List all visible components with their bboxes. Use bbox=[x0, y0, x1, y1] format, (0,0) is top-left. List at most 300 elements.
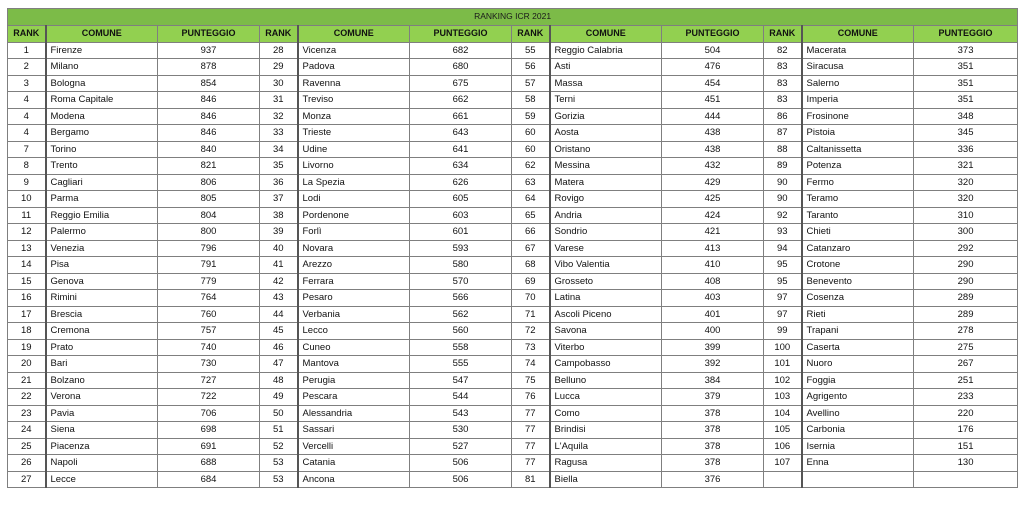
table-row bbox=[8, 92, 1018, 109]
comune-cell: Benevento bbox=[802, 273, 914, 290]
punteggio-cell: 643 bbox=[410, 125, 512, 142]
header-row bbox=[8, 26, 1018, 43]
punteggio-cell: 641 bbox=[410, 141, 512, 158]
comune-cell: Brescia bbox=[46, 306, 158, 323]
comune-cell: Nuoro bbox=[802, 356, 914, 373]
punteggio-cell: 779 bbox=[158, 273, 260, 290]
punteggio-cell: 527 bbox=[410, 438, 512, 455]
rank-cell: 95 bbox=[764, 257, 802, 274]
comune-cell: Teramo bbox=[802, 191, 914, 208]
punteggio-cell: 506 bbox=[410, 455, 512, 472]
table-row bbox=[8, 471, 1018, 488]
punteggio-cell: 682 bbox=[410, 42, 512, 59]
punteggio-cell: 684 bbox=[158, 471, 260, 488]
rank-cell: 71 bbox=[512, 306, 550, 323]
rank-cell: 88 bbox=[764, 141, 802, 158]
rank-cell: 1 bbox=[8, 42, 46, 59]
rank-cell: 2 bbox=[8, 59, 46, 76]
punteggio-cell: 601 bbox=[410, 224, 512, 241]
table-row bbox=[8, 356, 1018, 373]
punteggio-cell: 846 bbox=[158, 108, 260, 125]
punteggio-cell: 289 bbox=[914, 306, 1018, 323]
comune-cell: Reggio Calabria bbox=[550, 42, 662, 59]
rank-cell: 87 bbox=[764, 125, 802, 142]
comune-cell: Matera bbox=[550, 174, 662, 191]
rank-cell: 37 bbox=[260, 191, 298, 208]
rank-cell: 41 bbox=[260, 257, 298, 274]
table-row bbox=[8, 290, 1018, 307]
punteggio-cell: 292 bbox=[914, 240, 1018, 257]
table-row bbox=[8, 108, 1018, 125]
rank-cell: 52 bbox=[260, 438, 298, 455]
rank-cell: 28 bbox=[260, 42, 298, 59]
rank-cell: 31 bbox=[260, 92, 298, 109]
rank-cell: 101 bbox=[764, 356, 802, 373]
rank-cell: 69 bbox=[512, 273, 550, 290]
punteggio-cell: 626 bbox=[410, 174, 512, 191]
comune-cell: Rimini bbox=[46, 290, 158, 307]
header-rank: RANK bbox=[260, 26, 298, 43]
rank-cell: 105 bbox=[764, 422, 802, 439]
comune-cell: Verbania bbox=[298, 306, 410, 323]
rank-cell: 70 bbox=[512, 290, 550, 307]
punteggio-cell: 821 bbox=[158, 158, 260, 175]
comune-cell: Crotone bbox=[802, 257, 914, 274]
comune-cell: Imperia bbox=[802, 92, 914, 109]
rank-cell: 103 bbox=[764, 389, 802, 406]
table-row bbox=[8, 125, 1018, 142]
punteggio-cell: 378 bbox=[662, 405, 764, 422]
rank-cell: 7 bbox=[8, 141, 46, 158]
rank-cell: 3 bbox=[8, 75, 46, 92]
header-punteggio: PUNTEGGIO bbox=[662, 26, 764, 43]
table-row bbox=[8, 141, 1018, 158]
rank-cell: 62 bbox=[512, 158, 550, 175]
comune-cell: Roma Capitale bbox=[46, 92, 158, 109]
punteggio-cell: 384 bbox=[662, 372, 764, 389]
rank-cell: 21 bbox=[8, 372, 46, 389]
rank-cell: 4 bbox=[8, 92, 46, 109]
rank-cell: 43 bbox=[260, 290, 298, 307]
comune-cell: Reggio Emilia bbox=[46, 207, 158, 224]
punteggio-cell: 220 bbox=[914, 405, 1018, 422]
header-punteggio: PUNTEGGIO bbox=[410, 26, 512, 43]
punteggio-cell: 846 bbox=[158, 92, 260, 109]
rank-cell: 42 bbox=[260, 273, 298, 290]
punteggio-cell: 806 bbox=[158, 174, 260, 191]
rank-cell: 4 bbox=[8, 108, 46, 125]
comune-cell: Bari bbox=[46, 356, 158, 373]
punteggio-cell: 555 bbox=[410, 356, 512, 373]
rank-cell: 67 bbox=[512, 240, 550, 257]
comune-cell: Cuneo bbox=[298, 339, 410, 356]
comune-cell: Torino bbox=[46, 141, 158, 158]
rank-cell: 53 bbox=[260, 471, 298, 488]
comune-cell: Piacenza bbox=[46, 438, 158, 455]
rank-cell: 73 bbox=[512, 339, 550, 356]
comune-cell: Belluno bbox=[550, 372, 662, 389]
punteggio-cell: 403 bbox=[662, 290, 764, 307]
rank-cell: 90 bbox=[764, 174, 802, 191]
table-row bbox=[8, 273, 1018, 290]
rank-cell: 97 bbox=[764, 306, 802, 323]
table-row bbox=[8, 257, 1018, 274]
punteggio-cell: 289 bbox=[914, 290, 1018, 307]
punteggio-cell: 791 bbox=[158, 257, 260, 274]
table-row bbox=[8, 191, 1018, 208]
comune-cell: Bergamo bbox=[46, 125, 158, 142]
comune-cell: Sassari bbox=[298, 422, 410, 439]
punteggio-cell: 454 bbox=[662, 75, 764, 92]
comune-cell: Lecco bbox=[298, 323, 410, 340]
punteggio-cell: 300 bbox=[914, 224, 1018, 241]
table-row bbox=[8, 372, 1018, 389]
table-row bbox=[8, 59, 1018, 76]
punteggio-cell: 432 bbox=[662, 158, 764, 175]
comune-cell: Vercelli bbox=[298, 438, 410, 455]
punteggio-cell: 593 bbox=[410, 240, 512, 257]
header-comune: COMUNE bbox=[802, 26, 914, 43]
rank-cell: 56 bbox=[512, 59, 550, 76]
comune-cell: Trento bbox=[46, 158, 158, 175]
comune-cell: Isernia bbox=[802, 438, 914, 455]
rank-cell: 22 bbox=[8, 389, 46, 406]
comune-cell: Vicenza bbox=[298, 42, 410, 59]
comune-cell: Caserta bbox=[802, 339, 914, 356]
punteggio-cell: 290 bbox=[914, 273, 1018, 290]
rank-cell: 83 bbox=[764, 75, 802, 92]
rank-cell: 57 bbox=[512, 75, 550, 92]
punteggio-cell: 662 bbox=[410, 92, 512, 109]
comune-cell: La Spezia bbox=[298, 174, 410, 191]
comune-cell: Siena bbox=[46, 422, 158, 439]
rank-cell: 93 bbox=[764, 224, 802, 241]
rank-cell: 83 bbox=[764, 92, 802, 109]
punteggio-cell: 429 bbox=[662, 174, 764, 191]
rank-cell: 92 bbox=[764, 207, 802, 224]
punteggio-cell: 378 bbox=[662, 422, 764, 439]
header-rank: RANK bbox=[512, 26, 550, 43]
punteggio-cell: 438 bbox=[662, 125, 764, 142]
comune-cell: Novara bbox=[298, 240, 410, 257]
punteggio-cell: 345 bbox=[914, 125, 1018, 142]
punteggio-cell: 804 bbox=[158, 207, 260, 224]
comune-cell: Pescara bbox=[298, 389, 410, 406]
punteggio-cell: 854 bbox=[158, 75, 260, 92]
header-rank: RANK bbox=[8, 26, 46, 43]
rank-cell: 100 bbox=[764, 339, 802, 356]
rank-cell: 10 bbox=[8, 191, 46, 208]
comune-cell: Ravenna bbox=[298, 75, 410, 92]
comune-cell: Pavia bbox=[46, 405, 158, 422]
table-row bbox=[8, 339, 1018, 356]
comune-cell: Pesaro bbox=[298, 290, 410, 307]
punteggio-cell: 176 bbox=[914, 422, 1018, 439]
comune-cell: Latina bbox=[550, 290, 662, 307]
rank-cell: 4 bbox=[8, 125, 46, 142]
rank-cell: 15 bbox=[8, 273, 46, 290]
comune-cell: Sondrio bbox=[550, 224, 662, 241]
comune-cell: Salerno bbox=[802, 75, 914, 92]
rank-cell: 36 bbox=[260, 174, 298, 191]
punteggio-cell: 506 bbox=[410, 471, 512, 488]
punteggio-cell: 310 bbox=[914, 207, 1018, 224]
comune-cell: Oristano bbox=[550, 141, 662, 158]
comune-cell: Arezzo bbox=[298, 257, 410, 274]
comune-cell: Agrigento bbox=[802, 389, 914, 406]
comune-cell: Como bbox=[550, 405, 662, 422]
punteggio-cell: 688 bbox=[158, 455, 260, 472]
ranking-sheet bbox=[7, 8, 1017, 488]
title-row bbox=[8, 9, 1018, 26]
punteggio-cell: 251 bbox=[914, 372, 1018, 389]
ranking-table bbox=[7, 8, 1018, 488]
rank-cell: 97 bbox=[764, 290, 802, 307]
comune-cell: Trieste bbox=[298, 125, 410, 142]
table-row bbox=[8, 224, 1018, 241]
punteggio-cell: 278 bbox=[914, 323, 1018, 340]
punteggio-cell: 421 bbox=[662, 224, 764, 241]
comune-cell: Grosseto bbox=[550, 273, 662, 290]
rank-cell: 33 bbox=[260, 125, 298, 142]
comune-cell: Mantova bbox=[298, 356, 410, 373]
comune-cell: Enna bbox=[802, 455, 914, 472]
comune-cell: Padova bbox=[298, 59, 410, 76]
comune-cell: Avellino bbox=[802, 405, 914, 422]
punteggio-cell: 373 bbox=[914, 42, 1018, 59]
punteggio-cell: 401 bbox=[662, 306, 764, 323]
punteggio-cell: 760 bbox=[158, 306, 260, 323]
comune-cell: Ascoli Piceno bbox=[550, 306, 662, 323]
comune-cell: Alessandria bbox=[298, 405, 410, 422]
punteggio-cell: 547 bbox=[410, 372, 512, 389]
ranking-body bbox=[8, 42, 1018, 488]
punteggio-cell: 570 bbox=[410, 273, 512, 290]
punteggio-cell: 661 bbox=[410, 108, 512, 125]
comune-cell: Milano bbox=[46, 59, 158, 76]
punteggio-cell: 691 bbox=[158, 438, 260, 455]
header-comune: COMUNE bbox=[550, 26, 662, 43]
comune-cell: Rieti bbox=[802, 306, 914, 323]
comune-cell: Terni bbox=[550, 92, 662, 109]
comune-cell: Bolzano bbox=[46, 372, 158, 389]
rank-cell: 18 bbox=[8, 323, 46, 340]
rank-cell: 94 bbox=[764, 240, 802, 257]
comune-cell: Trapani bbox=[802, 323, 914, 340]
punteggio-cell: 504 bbox=[662, 42, 764, 59]
punteggio-cell: 543 bbox=[410, 405, 512, 422]
punteggio-cell: 320 bbox=[914, 191, 1018, 208]
punteggio-cell: 937 bbox=[158, 42, 260, 59]
table-row bbox=[8, 174, 1018, 191]
rank-cell: 16 bbox=[8, 290, 46, 307]
punteggio-cell: 336 bbox=[914, 141, 1018, 158]
table-row bbox=[8, 438, 1018, 455]
rank-cell: 86 bbox=[764, 108, 802, 125]
comune-cell: Lecce bbox=[46, 471, 158, 488]
comune-cell: Pordenone bbox=[298, 207, 410, 224]
punteggio-cell: 562 bbox=[410, 306, 512, 323]
rank-cell: 63 bbox=[512, 174, 550, 191]
comune-cell: Savona bbox=[550, 323, 662, 340]
table-title: RANKING ICR 2021 bbox=[8, 9, 1018, 26]
rank-cell: 60 bbox=[512, 141, 550, 158]
rank-cell: 50 bbox=[260, 405, 298, 422]
rank-cell: 24 bbox=[8, 422, 46, 439]
punteggio-cell: 424 bbox=[662, 207, 764, 224]
rank-cell: 29 bbox=[260, 59, 298, 76]
rank-cell: 104 bbox=[764, 405, 802, 422]
rank-cell: 82 bbox=[764, 42, 802, 59]
punteggio-cell bbox=[914, 471, 1018, 488]
header-punteggio: PUNTEGGIO bbox=[914, 26, 1018, 43]
punteggio-cell: 444 bbox=[662, 108, 764, 125]
table-row bbox=[8, 158, 1018, 175]
punteggio-cell: 722 bbox=[158, 389, 260, 406]
table-row bbox=[8, 42, 1018, 59]
punteggio-cell: 351 bbox=[914, 75, 1018, 92]
punteggio-cell: 796 bbox=[158, 240, 260, 257]
comune-cell: Macerata bbox=[802, 42, 914, 59]
punteggio-cell: 730 bbox=[158, 356, 260, 373]
comune-cell: Catanzaro bbox=[802, 240, 914, 257]
punteggio-cell: 438 bbox=[662, 141, 764, 158]
punteggio-cell: 675 bbox=[410, 75, 512, 92]
rank-cell: 34 bbox=[260, 141, 298, 158]
comune-cell: Ancona bbox=[298, 471, 410, 488]
comune-cell: Andria bbox=[550, 207, 662, 224]
comune-cell bbox=[802, 471, 914, 488]
punteggio-cell: 451 bbox=[662, 92, 764, 109]
table-row bbox=[8, 306, 1018, 323]
punteggio-cell: 267 bbox=[914, 356, 1018, 373]
rank-cell: 106 bbox=[764, 438, 802, 455]
comune-cell: Ragusa bbox=[550, 455, 662, 472]
rank-cell: 90 bbox=[764, 191, 802, 208]
rank-cell: 66 bbox=[512, 224, 550, 241]
comune-cell: Gorizia bbox=[550, 108, 662, 125]
rank-cell: 51 bbox=[260, 422, 298, 439]
comune-cell: Foggia bbox=[802, 372, 914, 389]
rank-cell: 60 bbox=[512, 125, 550, 142]
punteggio-cell: 151 bbox=[914, 438, 1018, 455]
table-row bbox=[8, 75, 1018, 92]
comune-cell: Fermo bbox=[802, 174, 914, 191]
punteggio-cell: 376 bbox=[662, 471, 764, 488]
punteggio-cell: 351 bbox=[914, 92, 1018, 109]
comune-cell: Brindisi bbox=[550, 422, 662, 439]
comune-cell: Verona bbox=[46, 389, 158, 406]
header-rank: RANK bbox=[764, 26, 802, 43]
comune-cell: Venezia bbox=[46, 240, 158, 257]
punteggio-cell: 634 bbox=[410, 158, 512, 175]
comune-cell: Livorno bbox=[298, 158, 410, 175]
rank-cell: 59 bbox=[512, 108, 550, 125]
punteggio-cell: 530 bbox=[410, 422, 512, 439]
punteggio-cell: 558 bbox=[410, 339, 512, 356]
punteggio-cell: 727 bbox=[158, 372, 260, 389]
punteggio-cell: 566 bbox=[410, 290, 512, 307]
comune-cell: Parma bbox=[46, 191, 158, 208]
punteggio-cell: 392 bbox=[662, 356, 764, 373]
comune-cell: Ferrara bbox=[298, 273, 410, 290]
punteggio-cell: 840 bbox=[158, 141, 260, 158]
rank-cell: 95 bbox=[764, 273, 802, 290]
punteggio-cell: 425 bbox=[662, 191, 764, 208]
comune-cell: Massa bbox=[550, 75, 662, 92]
punteggio-cell: 800 bbox=[158, 224, 260, 241]
rank-cell: 17 bbox=[8, 306, 46, 323]
comune-cell: Genova bbox=[46, 273, 158, 290]
rank-cell: 46 bbox=[260, 339, 298, 356]
rank-cell: 27 bbox=[8, 471, 46, 488]
rank-cell: 19 bbox=[8, 339, 46, 356]
punteggio-cell: 580 bbox=[410, 257, 512, 274]
comune-cell: Campobasso bbox=[550, 356, 662, 373]
punteggio-cell: 290 bbox=[914, 257, 1018, 274]
rank-cell: 25 bbox=[8, 438, 46, 455]
table-row bbox=[8, 422, 1018, 439]
rank-cell: 74 bbox=[512, 356, 550, 373]
table-row bbox=[8, 389, 1018, 406]
punteggio-cell: 740 bbox=[158, 339, 260, 356]
header-comune: COMUNE bbox=[298, 26, 410, 43]
punteggio-cell: 846 bbox=[158, 125, 260, 142]
comune-cell: Cagliari bbox=[46, 174, 158, 191]
rank-cell: 23 bbox=[8, 405, 46, 422]
rank-cell: 65 bbox=[512, 207, 550, 224]
comune-cell: Forlì bbox=[298, 224, 410, 241]
rank-cell: 77 bbox=[512, 422, 550, 439]
comune-cell: Caltanissetta bbox=[802, 141, 914, 158]
punteggio-cell: 348 bbox=[914, 108, 1018, 125]
comune-cell: Lucca bbox=[550, 389, 662, 406]
rank-cell: 45 bbox=[260, 323, 298, 340]
rank-cell: 102 bbox=[764, 372, 802, 389]
rank-cell: 77 bbox=[512, 405, 550, 422]
punteggio-cell: 320 bbox=[914, 174, 1018, 191]
table-row bbox=[8, 323, 1018, 340]
punteggio-cell: 805 bbox=[158, 191, 260, 208]
table-row bbox=[8, 405, 1018, 422]
rank-cell: 68 bbox=[512, 257, 550, 274]
comune-cell: Frosinone bbox=[802, 108, 914, 125]
comune-cell: Carbonia bbox=[802, 422, 914, 439]
rank-cell: 26 bbox=[8, 455, 46, 472]
comune-cell: Varese bbox=[550, 240, 662, 257]
comune-cell: Messina bbox=[550, 158, 662, 175]
rank-cell: 83 bbox=[764, 59, 802, 76]
rank-cell bbox=[764, 471, 802, 488]
rank-cell: 53 bbox=[260, 455, 298, 472]
rank-cell: 8 bbox=[8, 158, 46, 175]
rank-cell: 77 bbox=[512, 455, 550, 472]
rank-cell: 48 bbox=[260, 372, 298, 389]
header-punteggio: PUNTEGGIO bbox=[158, 26, 260, 43]
punteggio-cell: 379 bbox=[662, 389, 764, 406]
comune-cell: Palermo bbox=[46, 224, 158, 241]
punteggio-cell: 399 bbox=[662, 339, 764, 356]
comune-cell: Prato bbox=[46, 339, 158, 356]
rank-cell: 75 bbox=[512, 372, 550, 389]
comune-cell: Vibo Valentia bbox=[550, 257, 662, 274]
rank-cell: 64 bbox=[512, 191, 550, 208]
comune-cell: Siracusa bbox=[802, 59, 914, 76]
punteggio-cell: 544 bbox=[410, 389, 512, 406]
comune-cell: Viterbo bbox=[550, 339, 662, 356]
rank-cell: 77 bbox=[512, 438, 550, 455]
rank-cell: 58 bbox=[512, 92, 550, 109]
